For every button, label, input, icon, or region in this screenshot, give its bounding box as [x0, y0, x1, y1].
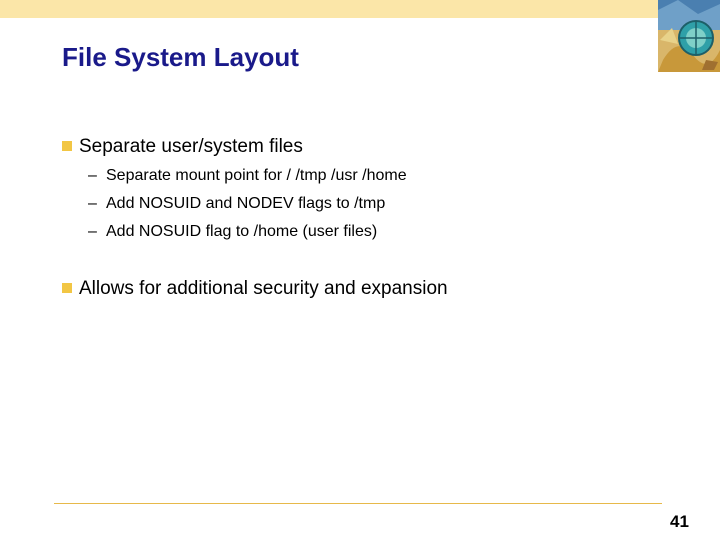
sub-bullet-item — [88, 167, 407, 185]
bullet-item — [62, 278, 448, 300]
sub-bullet-item — [88, 223, 377, 241]
sub-bullet-item — [88, 195, 385, 213]
footer-divider — [54, 503, 662, 504]
bullet-text: Separate user/system files — [79, 136, 303, 157]
dash-marker: – — [88, 167, 97, 184]
header-band — [0, 0, 660, 18]
bullet-marker — [62, 283, 72, 293]
bullet-marker — [62, 141, 72, 151]
dash-marker: – — [88, 195, 97, 212]
slide-title: File System Layout — [62, 42, 299, 72]
sub-bullet-text: Add NOSUID flag to /home (user files) — [106, 223, 378, 240]
bullet-item — [62, 136, 303, 158]
sub-bullet-text: Add NOSUID and NODEV flags to /tmp — [106, 195, 386, 212]
corner-decoration-image — [658, 0, 720, 72]
bullet-text: Allows for additional security and expansion — [79, 278, 448, 299]
sub-bullet-text: Separate mount point for / /tmp /usr /home — [106, 167, 407, 184]
page-number: 41 — [670, 512, 689, 531]
dash-marker: – — [88, 223, 97, 240]
